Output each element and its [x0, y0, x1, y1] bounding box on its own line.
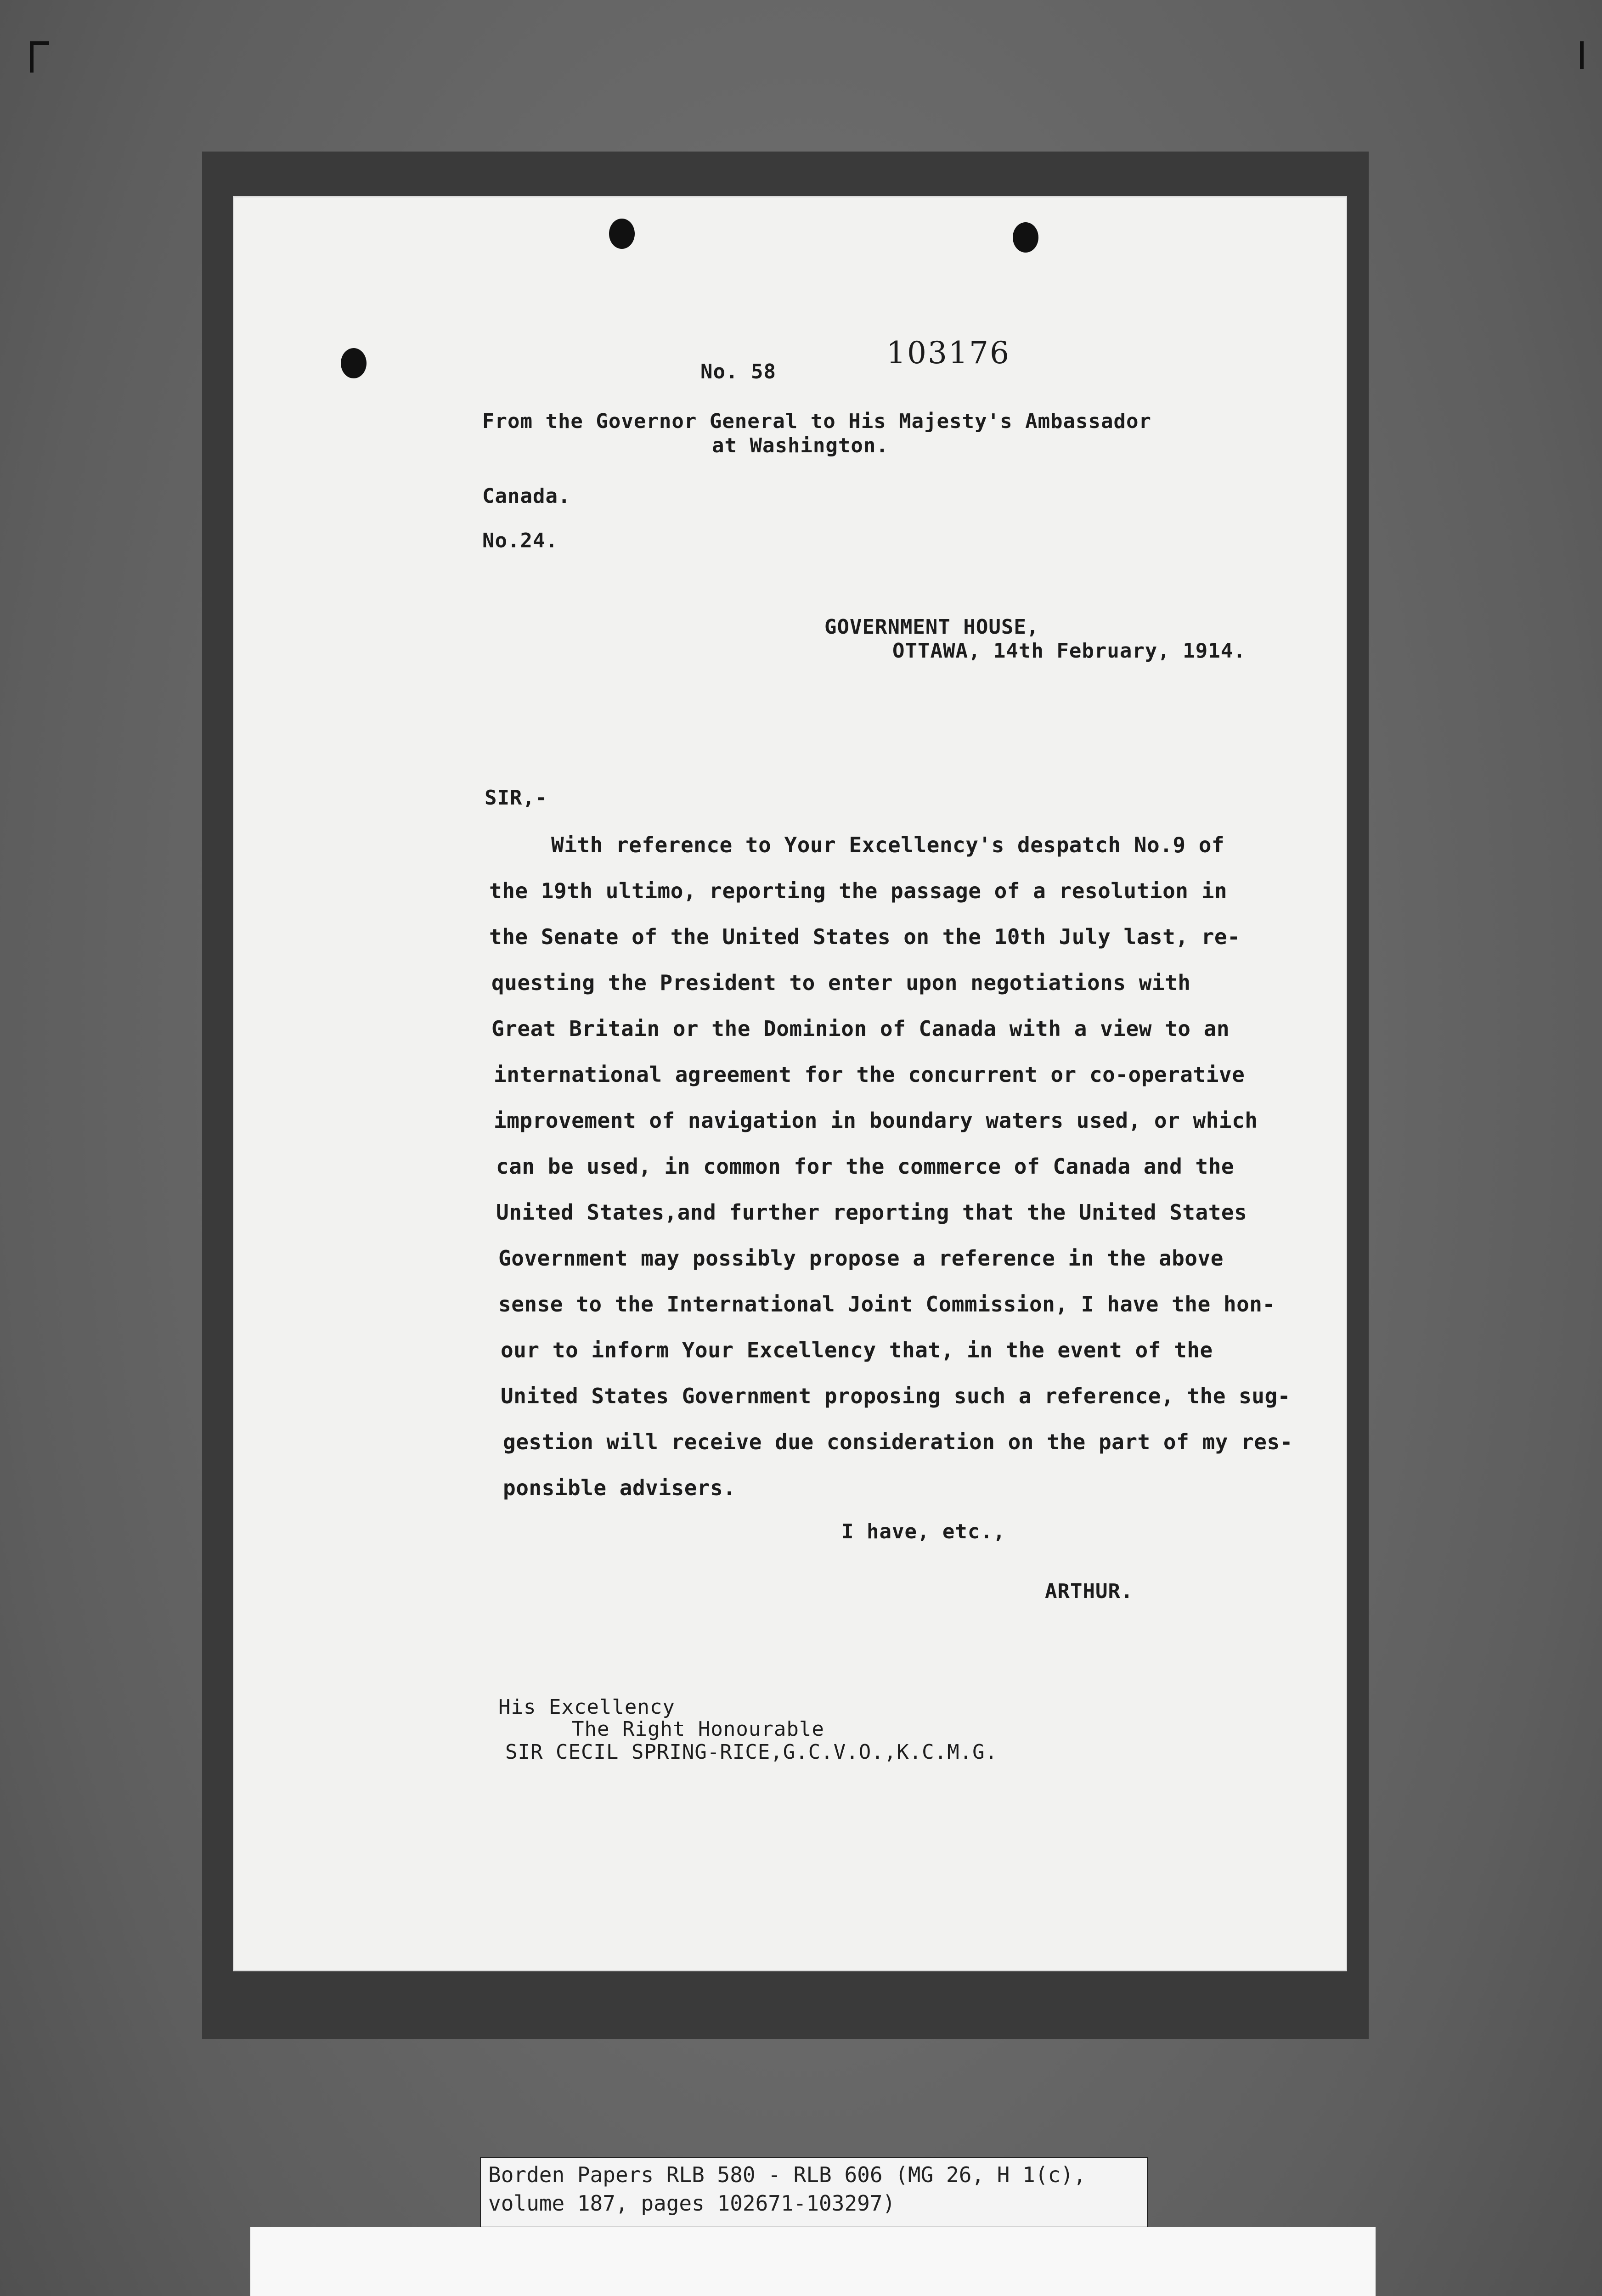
recipient-line: His Excellency: [498, 1695, 675, 1719]
body-line: Great Britain or the Dominion of Canada with a view to an: [491, 1016, 1230, 1041]
body-line: the Senate of the United States on the 10th July last, re-: [489, 924, 1241, 949]
address-date-line: OTTAWA, 14th February, 1914.: [892, 639, 1246, 663]
body-line: the 19th ultimo, reporting the passage of a resolution in: [489, 878, 1228, 903]
archive-reference-line: volume 187, pages 102671-103297): [488, 2191, 896, 2216]
archives-stamp: [250, 2227, 1376, 2296]
body-line: international agreement for the concurrent or co-operative: [494, 1062, 1245, 1087]
body-line: gestion will receive due consideration on the part of my res-: [503, 1429, 1293, 1454]
salutation: SIR,-: [485, 786, 548, 810]
archive-reference-line: Borden Papers RLB 580 - RLB 606 (MG 26, H 1(c),: [488, 2162, 1086, 2187]
archive-reference-label: [480, 2157, 1148, 2228]
punch-hole: [1013, 222, 1038, 253]
body-line: our to inform Your Excellency that, in the event of the: [501, 1338, 1213, 1362]
recipient-line: The Right Honourable: [572, 1717, 824, 1741]
body-line: improvement of navigation in boundary waters used, or which: [494, 1108, 1258, 1133]
punch-hole: [609, 219, 635, 249]
country-line: Canada.: [482, 484, 571, 508]
closing: I have, etc.,: [841, 1520, 1006, 1543]
body-line: United States Government proposing such a reference, the sug-: [501, 1384, 1291, 1408]
despatch-number: No. 58: [700, 360, 776, 383]
punch-hole: [341, 348, 367, 378]
signature: ARTHUR.: [1045, 1580, 1134, 1603]
letter-page: [234, 197, 1346, 1970]
heading-line: From the Governor General to His Majesty's Ambassador: [482, 410, 1151, 433]
heading-line: at Washington.: [712, 434, 889, 457]
body-line: sense to the International Joint Commission, I have the hon-: [498, 1292, 1275, 1317]
crop-mark: [1580, 41, 1584, 69]
crop-mark: [30, 41, 49, 73]
body-line: Government may possibly propose a reference in the above: [498, 1246, 1224, 1271]
body-line: ponsible advisers.: [503, 1475, 736, 1500]
reference-number: No.24.: [482, 529, 558, 552]
body-line: can be used, in common for the commerce of Canada and the: [496, 1154, 1235, 1179]
document-serial: 103176: [886, 335, 1010, 371]
recipient-line: SIR CECIL SPRING-RICE,G.C.V.O.,K.C.M.G.: [505, 1740, 998, 1764]
address-line: GOVERNMENT HOUSE,: [824, 615, 1039, 639]
body-line: United States,and further reporting that the United States: [496, 1200, 1247, 1225]
body-line: questing the President to enter upon negotiations with: [491, 970, 1191, 995]
body-line: With reference to Your Excellency's despatch No.9 of: [551, 833, 1225, 857]
